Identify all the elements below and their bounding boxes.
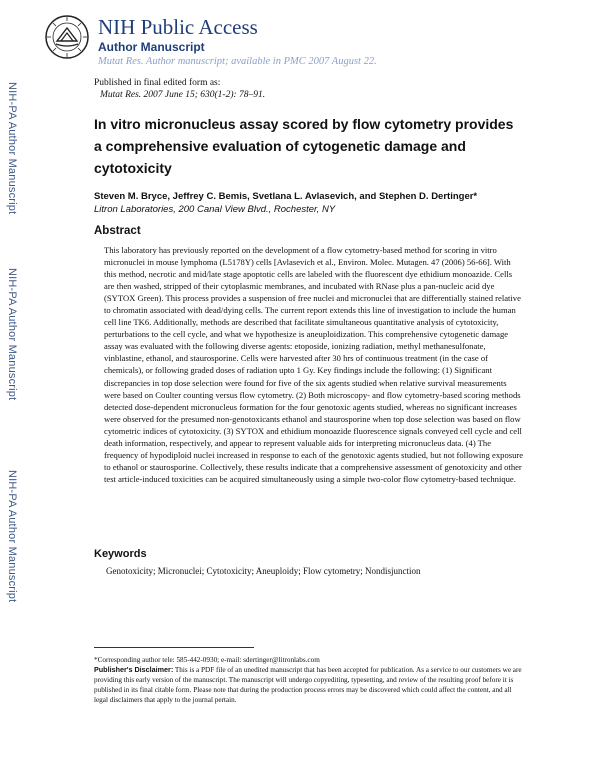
publisher-disclaimer [94, 665, 524, 705]
disclaimer-text: This is a PDF file of an unedited manuscript that has been accepted for publication. As a service to our customers we are providing this early version of the manuscript. The manuscript will undergo copyediting, typesetting, and review of the resulting proof before it is published in its final citable form. Please note that during the production process errors may be discovered which could affect the content, and all legal disclaimers that apply to the journal pertain. [94, 666, 522, 704]
publication-info [94, 77, 265, 101]
abstract-text: This laboratory has previously reported on the development of a flow cytometry-based method for scoring in vitro micronuclei in mouse lymphoma (L5178Y) cells [Avlasevich et al., Environ. Molec. Mutagen. 47 (2006) 56-66]. With this method, necrotic and mid/late stage apoptotic cells are labeled with the fluorescent dye ethidium monoazide. Cells are then washed, stripped of their cytoplasmic membranes, and incubated with RNase plus a pan-nucleic acid dye (SYTOX Green). This process provides a suspension of free nuclei and micronuclei that are differentially stained relative to chromatin associated with dead/dying cells. The current report extends this line of investigation to include the human cell line TK6. Additionally, methods are described that facilitate simultaneous quantitative analysis of cytotoxicity, perturbations to the cell cycle, and what we hypothesize is aneuploidization. This comprehensive cytogenetic damage assay was evaluated with the following diverse agents: etoposide, ionizing radiation, methyl methanesulfonate, vinblastine, ethanol, and staurosporine. Cells were harvested after 30 hrs of continuous treatment (in the case of chemicals), or following graded doses of radiation upto 1 Gy. Key findings include the following: (1) Significant discrepancies in top dose selection were found for five of the six agents studied when relative survival measurements were based on Coulter counting versus flow cytometry. (2) Both microscopy- and flow cytometry-based scoring methods detected dose-dependent micronucleus formation for the four genotoxic agents studied, whereas no significant increases were observed for the presumed non-genotoxicants ethanol and staurosporine when top dose selection was based on flow cytometric indices of cytotoxicity. (3) SYTOX and ethidium monoazide fluorescence signals conveyed cell cycle and cell death information, respectively, and appear to represent valuable aids for interpreting micronucleus data. (4) The frequency of hypodiploid nuclei increased in response to each of the genotoxic agents studied, but not following exposure to ethanol or staurosporine. Collectively, these results indicate that a comprehensive assessment of genotoxicity and other test article-induced toxicities can be acquired simultaneously using a simple two-color flow cytometry-based technique. [104, 245, 524, 484]
banner [98, 16, 377, 67]
banner-title: NIH Public Access [98, 15, 258, 39]
sidebar-label: NIH-PA Author Manuscript [6, 470, 18, 603]
journal-citation: Mutat Res. 2007 June 15; 630(1-2): 78–91. [100, 90, 266, 100]
nih-seal-icon [44, 14, 90, 60]
availability-note: Mutat Res. Author manuscript; available in PMC 2007 August 22. [98, 56, 377, 67]
sidebar-label: NIH-PA Author Manuscript [6, 268, 18, 401]
banner-subtitle: Author Manuscript [98, 40, 205, 54]
abstract-heading: Abstract [94, 225, 141, 237]
author-names: Steven M. Bryce, Jeffrey C. Bemis, Svetlana L. Avlasevich, and Stephen D. Dertinger* [94, 191, 478, 202]
keywords-heading: Keywords [94, 548, 147, 560]
sidebar-label: NIH-PA Author Manuscript [6, 82, 18, 215]
footnote-divider [94, 647, 254, 648]
corresponding-author: *Corresponding author tele: 585-442-0930; e-mail: sdertinger@litronlabs.com [94, 656, 320, 664]
published-label: Published in final edited form as: [94, 78, 221, 88]
disclaimer-label: Publisher's Disclaimer: [94, 665, 174, 674]
sidebar [0, 0, 40, 776]
article-title: In vitro micronucleus assay scored by flow cytometry provides a comprehensive evaluation of cytogenetic damage and cytotoxicity [94, 116, 514, 176]
keywords-list: Genotoxicity; Micronuclei; Cytotoxicity; Aneuploidy; Flow cytometry; Nondisjunction [106, 566, 421, 576]
footnote-block [94, 655, 524, 705]
author-block [94, 190, 554, 216]
affiliation: Litron Laboratories, 200 Canal View Blvd., Rochester, NY [94, 204, 336, 215]
